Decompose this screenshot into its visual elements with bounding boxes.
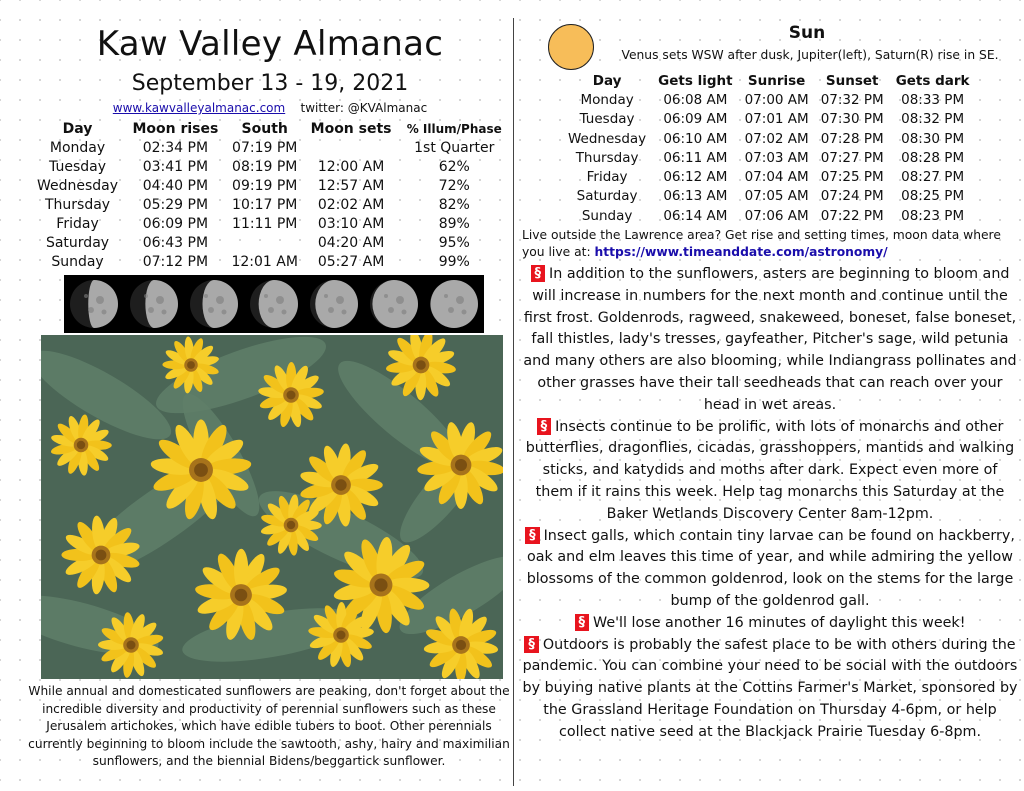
table-cell: 08:25 PM (901, 188, 965, 205)
table-cell: 07:32 PM (820, 92, 884, 108)
sun-table-row (562, 149, 976, 168)
sun-table-row (562, 168, 976, 187)
section-mark-icon: § (525, 527, 540, 544)
table-cell: 07:02 AM (744, 130, 809, 147)
moon-phase-icon (304, 275, 364, 333)
table-cell: 02:34 PM (142, 140, 209, 156)
moon-phase-strip (64, 275, 484, 333)
moon-phase-icon (184, 275, 244, 333)
table-cell: 10:17 PM (232, 197, 298, 213)
sun-title: Sun (788, 23, 826, 43)
table-cell: 08:19 PM (232, 159, 298, 175)
sun-header-sunset: Sunset (825, 73, 879, 89)
table-cell: 82% (438, 197, 470, 213)
table-cell: 72% (438, 178, 470, 194)
moon-table-row (30, 215, 510, 234)
sun-header (522, 20, 1018, 70)
sun-icon (548, 24, 594, 70)
header-moon-rises: Moon rises (132, 121, 219, 137)
table-cell: 1st Quarter (414, 140, 495, 156)
sunflower-photo (41, 335, 503, 679)
note-text: We'll lose another 16 minutes of daylight this week! (593, 614, 966, 631)
jerusalem-artichoke-image (41, 335, 503, 679)
table-cell: 06:09 PM (142, 216, 209, 232)
table-cell: Tuesday (579, 111, 635, 128)
timeanddate-link[interactable]: https://www.timeanddate.com/astronomy/ (594, 245, 888, 260)
table-cell: 99% (438, 254, 470, 270)
table-cell: Monday (580, 92, 634, 108)
header-south: South (241, 121, 288, 137)
note-text: In addition to the sunflowers, asters are beginning to bloom and will increase in numbers for the next month and continue until the first frost. Goldenrods, ragweed, snakeweed, boneset, false boneset, fall thistles, lady's tresses, gayfeather, Pitcher's sage, wild petunia and many others are also blooming, while Indiangrass pollinates and other grasses have their tall seedheads that can reach over your head in wet areas. (523, 266, 1017, 413)
photo-caption: While annual and domesticated sunflowers are peaking, don't forget about the incredible diversity and productivity of perennial sunflowers such as these Jerusalem artichokes, which have edible tubers to boot. Other perennials currently beginning to bloom include the sawtooth, ashy, hairy and maximilian sunflowers, and the biennial Bidens/beggartick sunflower. (28, 684, 510, 768)
sun-header-gets-light: Gets light (658, 73, 733, 89)
table-cell: 07:28 PM (820, 130, 884, 147)
date-range: September 13 - 19, 2021 (131, 71, 409, 96)
moon-table-row (30, 253, 510, 272)
website-link[interactable]: www.kawvalleyalmanac.com (112, 101, 286, 115)
table-cell: Saturday (45, 235, 110, 251)
table-cell: Tuesday (49, 159, 106, 175)
moon-phase-icon (244, 275, 304, 333)
column-divider (513, 18, 514, 786)
moon-phase-icon (424, 275, 484, 333)
moon-table-row (30, 196, 510, 215)
table-cell: 05:29 PM (142, 197, 209, 213)
table-cell: 12:57 AM (317, 178, 385, 194)
table-cell: 06:13 AM (663, 188, 728, 205)
table-cell: 03:41 PM (142, 159, 209, 175)
section-mark-icon: § (524, 636, 539, 653)
table-cell: 08:33 PM (901, 92, 965, 108)
location-note (522, 227, 1018, 261)
table-cell: 07:01 AM (744, 111, 809, 128)
table-cell: 07:12 PM (142, 254, 209, 270)
sun-header-sunrise: Sunrise (747, 73, 806, 89)
sun-table (562, 72, 976, 226)
table-cell (304, 139, 399, 158)
table-cell: Friday (586, 169, 628, 186)
moon-table (30, 120, 510, 272)
right-column (522, 20, 1018, 744)
table-cell: 08:30 PM (901, 130, 965, 147)
sun-table-row (562, 187, 976, 206)
table-cell: 08:28 PM (901, 149, 965, 166)
table-cell: 06:12 AM (663, 169, 728, 186)
table-cell: 12:00 AM (317, 159, 385, 175)
table-cell: 04:40 PM (142, 178, 209, 194)
table-cell: 06:43 PM (142, 235, 209, 251)
moon-table-header (30, 120, 510, 139)
moon-phase-icon (64, 275, 124, 333)
sun-table-row (562, 91, 976, 110)
twitter-handle: twitter: @KVAlmanac (300, 101, 428, 115)
note-paragraph (522, 264, 1018, 417)
moon-phase-icon (364, 275, 424, 333)
table-cell: Sunday (581, 207, 633, 224)
table-cell: 07:30 PM (820, 111, 884, 128)
notes-body (522, 264, 1018, 744)
sun-table-row (562, 130, 976, 149)
note-text: Insects continue to be prolific, with lots of monarchs and other butterflies, dragonflies, cicadas, grasshoppers, mantids and walking sticks, and katydids and moths after dark. Expect even more of them if it rains this week. Help tag monarchs this Saturday at the Baker Wetlands Discovery Center 8am-12pm. (525, 418, 1015, 522)
table-cell: 08:32 PM (901, 111, 965, 128)
header-day: Day (62, 121, 93, 137)
moon-table-row (30, 158, 510, 177)
table-cell: 07:22 PM (820, 207, 884, 224)
table-cell: 06:14 AM (663, 207, 728, 224)
table-cell: 04:20 AM (317, 235, 385, 251)
table-cell: 07:04 AM (744, 169, 809, 186)
table-cell: 07:25 PM (820, 169, 884, 186)
table-cell: 12:01 AM (231, 254, 298, 270)
table-cell: 11:11 PM (232, 216, 298, 232)
table-cell (226, 234, 304, 253)
moon-table-row (30, 139, 510, 158)
sun-table-row (562, 110, 976, 129)
moon-phase-icon (124, 275, 184, 333)
table-cell: 07:06 AM (744, 207, 809, 224)
table-cell: Thursday (44, 197, 111, 213)
table-cell: Wednesday (36, 178, 119, 194)
table-cell: 07:27 PM (820, 149, 884, 166)
table-cell: 07:03 AM (744, 149, 809, 166)
table-cell: 08:27 PM (901, 169, 965, 186)
section-mark-icon: § (575, 614, 590, 631)
table-cell: 07:19 PM (232, 140, 298, 156)
note-text: Outdoors is probably the safest place to be with others during the pandemic. You can combine your need to be social with the outdoors by buying native plants at the Cottins Farmer's Market, sponsored by the Grassland Heritage Foundation on Thursday 4-6pm, or help collect native seed at the Blackjack Prairie Tuesday 6-8pm. (522, 636, 1018, 740)
table-cell: Friday (56, 216, 99, 232)
table-cell: Thursday (575, 149, 639, 166)
moon-table-row (30, 234, 510, 253)
table-cell: 07:24 PM (820, 188, 884, 205)
table-cell: Sunday (51, 254, 104, 270)
table-cell: 06:09 AM (663, 111, 728, 128)
note-paragraph (522, 613, 1018, 635)
note-paragraph (522, 417, 1018, 526)
table-cell: Monday (49, 140, 106, 156)
section-mark-icon: § (531, 265, 546, 282)
table-cell: 08:23 PM (901, 207, 965, 224)
table-cell: 09:19 PM (232, 178, 298, 194)
moon-table-row (30, 177, 510, 196)
table-cell: 07:00 AM (744, 92, 809, 108)
planet-note: Venus sets WSW after dusk, Jupiter(left), Saturn(R) rise in SE. (621, 48, 999, 62)
table-cell: 05:27 AM (317, 254, 385, 270)
table-cell: 07:05 AM (744, 188, 809, 205)
sun-table-row (562, 207, 976, 226)
sun-header-day: Day (592, 73, 622, 89)
page-title: Kaw Valley Almanac (96, 24, 444, 64)
table-cell: 62% (438, 159, 470, 175)
table-cell: 89% (438, 216, 470, 232)
table-cell: 06:10 AM (663, 130, 728, 147)
header-illum-phase: % Illum/Phase (406, 122, 502, 136)
table-cell: Saturday (576, 188, 638, 205)
table-cell: Wednesday (568, 130, 647, 147)
table-cell: 06:08 AM (663, 92, 728, 108)
note-text: Insect galls, which contain tiny larvae can be found on hackberry, oak and elm leaves this time of year, and while admiring the yellow blossoms of the common goldenrod, look on the stems for the large bump of the goldenrod gall. (526, 527, 1015, 610)
table-cell: 06:11 AM (663, 149, 728, 166)
table-cell: 02:02 AM (317, 197, 385, 213)
left-column (30, 22, 510, 333)
sun-table-header (562, 72, 976, 91)
table-cell: 03:10 AM (317, 216, 385, 232)
note-paragraph (522, 635, 1018, 744)
section-mark-icon: § (537, 418, 552, 435)
table-cell: 95% (438, 235, 470, 251)
header-links (30, 100, 510, 116)
header-moon-sets: Moon sets (310, 121, 392, 137)
note-paragraph (522, 526, 1018, 613)
sun-header-gets-dark: Gets dark (895, 73, 970, 89)
location-note-text: Live outside the Lawrence area? Get rise and setting times, moon data where you live at: (522, 228, 1001, 260)
